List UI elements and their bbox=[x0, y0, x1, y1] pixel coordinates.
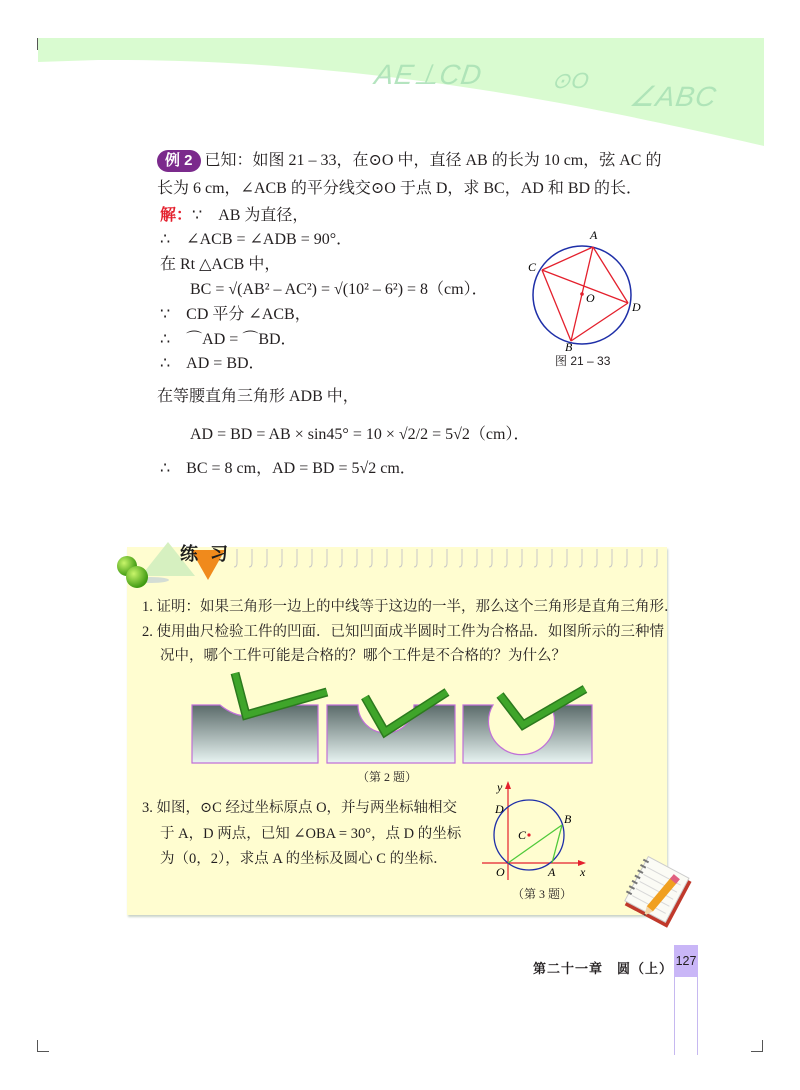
figure-21-33-caption: 图 21 – 33 bbox=[555, 354, 611, 368]
figure-question-2 bbox=[190, 665, 610, 765]
page-number: 127 bbox=[674, 945, 698, 977]
footer-chapter-title: 第二十一章 圆（上） bbox=[533, 961, 674, 976]
question-3-line1: 3. 如图，⊙C 经过坐标原点 O，并与两坐标轴相交 bbox=[142, 800, 458, 816]
question-1: 1. 证明：如果三角形一边上的中线等于这边的一半，那么这个三角形是直角三角形． bbox=[142, 599, 679, 615]
point-label-a: A bbox=[548, 865, 556, 879]
solution-step-6: ∴ ⌒AD = ⌒BD． bbox=[160, 331, 297, 348]
point-label-c: C bbox=[528, 260, 537, 274]
axis-label-x: x bbox=[580, 865, 586, 879]
solution-step-10: ∴ BC = 8 cm，AD = BD = 5√2 cm． bbox=[160, 460, 416, 477]
point-label-o: O bbox=[496, 865, 505, 879]
question-3-line3: 为（0，2），求点 A 的坐标及圆心 C 的坐标． bbox=[160, 851, 448, 867]
solution-step-4: BC = √(AB² – AC²) = √(10² – 6²) = 8（cm）． bbox=[190, 281, 488, 298]
point-label-b: B bbox=[565, 340, 573, 354]
notebook-pencil-icon bbox=[620, 858, 698, 930]
example-problem-line2: 长为 6 cm，∠ACB 的平分线交⊙O 于点 D，求 BC，AD 和 BD 的长． bbox=[157, 180, 643, 197]
header-decoration-circle: ⊙O bbox=[550, 68, 592, 93]
figure-question-2-caption: （第 2 题） bbox=[357, 770, 418, 784]
crop-mark-bottom-left bbox=[37, 1040, 49, 1052]
point-label-o: O bbox=[586, 291, 595, 305]
point-label-d: D bbox=[632, 300, 641, 314]
crop-mark-bottom-right bbox=[751, 1040, 763, 1052]
solution-step-7: ∴ AD = BD． bbox=[160, 355, 265, 372]
example-problem-line1: 例 2 已知：如图 21 – 33，在⊙O 中，直径 AB 的长为 10 cm，弦 AC 的 bbox=[157, 147, 661, 172]
solution-step-2: ∴ ∠ACB = ∠ADB = 90°． bbox=[160, 231, 353, 248]
practice-title-char-1: 练 bbox=[180, 544, 198, 564]
point-label-d: D bbox=[495, 802, 504, 816]
question-3-line2: 于 A，D 两点，已知 ∠OBA = 30°，点 D 的坐标 bbox=[160, 826, 462, 842]
practice-title-badge bbox=[113, 536, 223, 584]
solution-step-1: 解：∵ AB 为直径， bbox=[160, 207, 309, 224]
header-decoration-perpendicular: AE⊥CD bbox=[372, 59, 485, 90]
figure-21-33 bbox=[520, 225, 650, 354]
point-label-b: B bbox=[564, 812, 572, 826]
point-label-c: C bbox=[518, 828, 527, 842]
question-2-line1: 2. 使用曲尺检验工件的凹面．已知凹面成半圆时工件为合格品．如图所示的三种情 bbox=[142, 624, 664, 640]
solution-step-3: 在 Rt △ACB 中， bbox=[160, 256, 281, 273]
solution-step-8: 在等腰直角三角形 ADB 中， bbox=[157, 388, 359, 405]
example-badge: 例 2 bbox=[157, 150, 201, 172]
question-2-line2: 况中，哪个工件可能是合格的？哪个工件是不合格的？为什么？ bbox=[160, 648, 566, 664]
solution-label: 解： bbox=[160, 207, 193, 224]
figure-question-3 bbox=[482, 775, 597, 880]
header-decoration-angle: ∠ABC bbox=[627, 81, 719, 112]
point-label-a: A bbox=[590, 228, 598, 242]
figure-question-3-caption: （第 3 题） bbox=[512, 887, 573, 901]
solution-step-5: ∵ CD 平分 ∠ACB， bbox=[160, 306, 311, 323]
solution-step-9: AD = BD = AB × sin45° = 10 × √2/2 = 5√2（cm）． bbox=[190, 426, 530, 443]
axis-label-y: y bbox=[497, 780, 503, 794]
practice-title-char-2: 习 bbox=[210, 544, 228, 564]
